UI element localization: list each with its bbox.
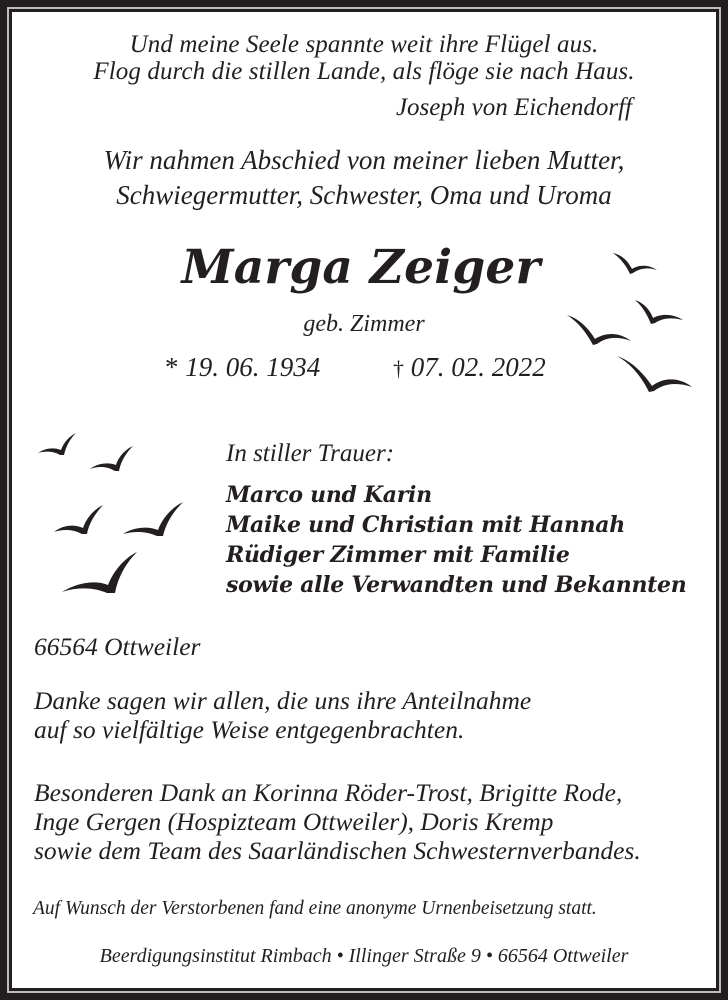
burial-note: Auf Wunsch der Verstorbenen fand eine anonyme Urnenbeisetzung statt. xyxy=(33,898,597,919)
birth-star-icon: * xyxy=(165,352,179,382)
intro-line-2: Schwiegermutter, Schwester, Oma und Uroma xyxy=(116,180,612,210)
poem-line-1: Und meine Seele spannte weit ihre Flügel aus. xyxy=(129,31,599,58)
deceased-name: Marga Zeiger xyxy=(181,240,541,295)
mourner-entry: Marco und Karin xyxy=(226,482,432,508)
mourner-entry: Maike und Christian mit Hannah xyxy=(226,512,625,538)
thanks-general xyxy=(34,686,531,744)
thanks-special-line: Inge Gergen (Hospizteam Ottweiler), Doris Kremp xyxy=(34,807,554,836)
birth-date: 19. 06. 1934 xyxy=(185,352,321,382)
poem-author: Joseph von Eichendorff xyxy=(395,94,632,121)
mourners-heading: In stiller Trauer: xyxy=(226,440,395,467)
thanks-special xyxy=(34,778,641,865)
death-cross-icon: † xyxy=(393,356,404,381)
death-date-line xyxy=(393,352,546,384)
birth-date-line xyxy=(165,352,320,382)
thanks-special-line: sowie dem Team des Saarländischen Schwesternverbandes. xyxy=(34,836,641,865)
maiden-name: geb. Zimmer xyxy=(303,311,425,337)
location: 66564 Ottweiler xyxy=(34,632,201,661)
mourner-entry: Rüdiger Zimmer mit Familie xyxy=(226,542,570,568)
thanks-general-line: Danke sagen wir allen, die uns ihre Anteilnahme xyxy=(34,686,532,715)
thanks-special-line: Besonderen Dank an Korinna Röder-Trost, Brigitte Rode, xyxy=(34,778,623,807)
poem-line-2: Flog durch die stillen Lande, als flöge sie nach Haus. xyxy=(93,58,635,85)
intro-line-1: Wir nahmen Abschied von meiner lieben Mutter, xyxy=(103,145,625,175)
mourners-list xyxy=(226,480,686,600)
funeral-home-footer: Beerdigungsinstitut Rimbach • Illinger Straße 9 • 66564 Ottweiler xyxy=(99,945,629,967)
flock-of-birds-icon xyxy=(30,428,190,600)
flock-of-birds-icon xyxy=(560,245,700,395)
mourner-entry: sowie alle Verwandten und Bekannten xyxy=(226,572,687,598)
death-date: 07. 02. 2022 xyxy=(410,352,546,382)
thanks-general-line: auf so vielfältige Weise entgegenbrachten. xyxy=(34,715,465,744)
